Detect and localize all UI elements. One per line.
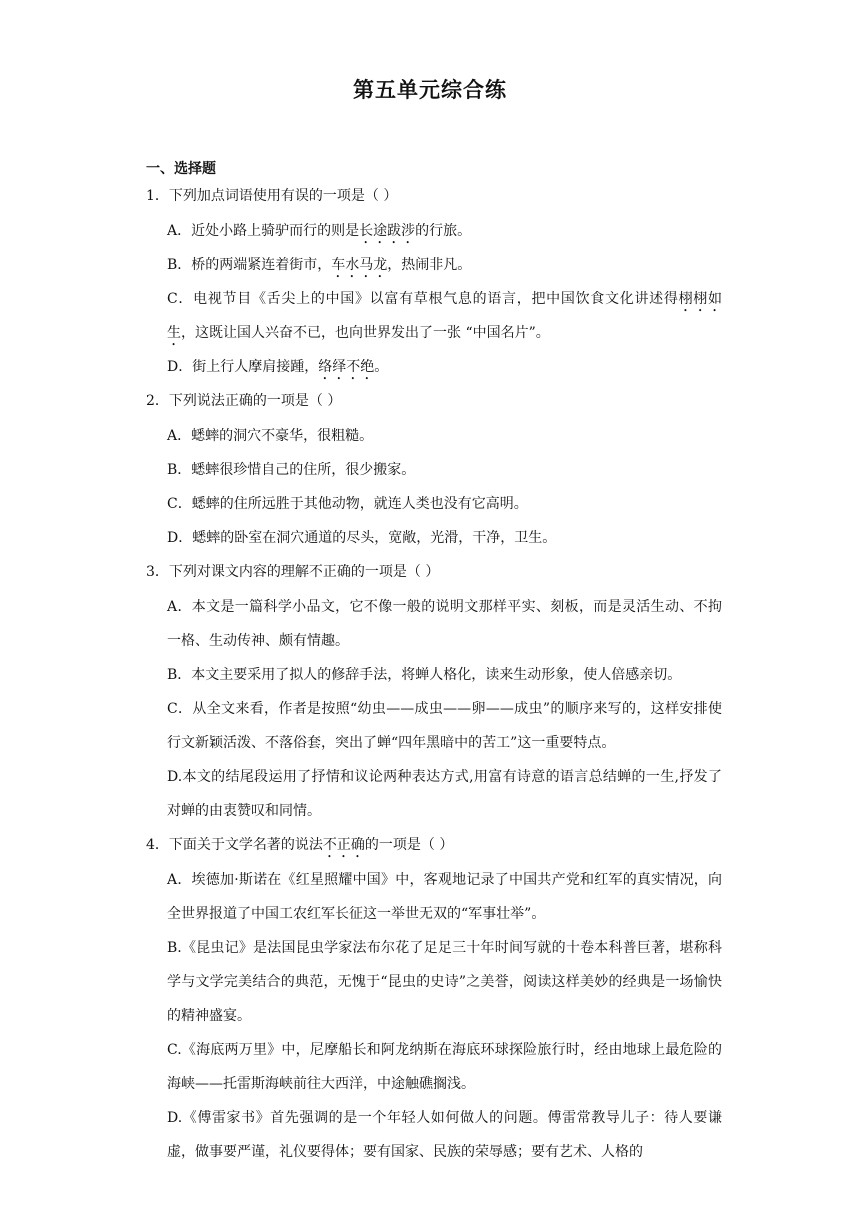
page-title: 第五单元综合练 (353, 78, 507, 102)
question-stem: 3．下列对课文内容的理解不正确的一项是（ ） (146, 564, 440, 580)
dotted-word: 不正确 (322, 837, 365, 853)
dotted-word: 车水马龙 (331, 257, 388, 273)
question-3 (146, 560, 722, 828)
option-a: A．近处小路上骑驴而行的则是长途跋涉的行旅。 (167, 223, 472, 239)
option-c: C.《海底两万里》中，尼摩船长和阿龙纳斯在海底环球探险旅行时，经由地球上最危险的海峡——托雷斯海峡前往大西洋，中途触礁搁浅。 (167, 1042, 722, 1092)
option-d: D.《傅雷家书》首先强调的是一个年轻人如何做人的问题。傅雷常教导儿子：待人要谦虚，做事要严谨，礼仪要得体；要有国家、民族的荣辱感；要有艺术、人格的 (167, 1110, 722, 1160)
dotted-word: 栩栩如生 (167, 291, 722, 341)
option-b: B．桥的两端紧连着街市，车水马龙，热闹非凡。 (167, 257, 472, 273)
option-a: A．蟋蟀的洞穴不豪华，很粗糙。 (167, 428, 374, 444)
question-stem: 2．下列说法正确的一项是（ ） (146, 393, 342, 409)
option-a: A．埃德加·斯诺在《红星照耀中国》中，客观地记录了中国共产党和红军的真实情况，向全世界报道了中国工农红军长征这一举世无双的“军事壮举”。 (167, 872, 722, 922)
option-c: C．蟋蟀的住所远胜于其他动物，就连人类也没有它高明。 (167, 496, 528, 512)
question-2 (146, 389, 722, 555)
question-list (146, 184, 722, 1169)
option-b: B.《昆虫记》是法国昆虫学家法布尔花了足足三十年时间写就的十卷本科普巨著，堪称科学与文学完美结合的典范，无愧于“昆虫的史诗”之美誉，阅读这样美妙的经典是一场愉快的精神盛宴。 (167, 940, 722, 1024)
question-4 (146, 833, 722, 1169)
option-b: B．本文主要采用了拟人的修辞手法，将蝉人格化，读来生动形象，使人倍感亲切。 (167, 667, 682, 683)
option-d: D．街上行人摩肩接踵，络绎不绝。 (167, 359, 389, 375)
question-stem: 1．下列加点词语使用有误的一项是（ ） (146, 188, 398, 204)
dotted-word: 长途跋涉 (359, 223, 416, 239)
section-heading: 一、选择题 (146, 161, 216, 177)
dotted-word: 络绎不绝 (318, 359, 375, 375)
option-b: B．蟋蟀很珍惜自己的住所，很少搬家。 (167, 462, 416, 478)
option-a: A．本文是一篇科学小品文，它不像一般的说明文那样平实、刻板，而是灵活生动、不拘一格、生动传神、颇有情趣。 (167, 599, 722, 649)
question-stem: 4．下面关于文学名著的说法不正确的一项是（ ） (146, 837, 454, 853)
option-d: D.本文的结尾段运用了抒情和议论两种表达方式,用富有诗意的语言总结蝉的一生,抒发了对蝉的由衷赞叹和同情。 (167, 769, 722, 819)
option-c: C．从全文来看，作者是按照“幼虫——成虫——卵——成虫”的顺序来写的，这样安排使行文新颖活泼、不落俗套，突出了蝉“四年黑暗中的苦工”这一重要特点。 (167, 701, 722, 751)
option-d: D．蟋蟀的卧室在洞穴通道的尽头，宽敞，光滑，干净，卫生。 (167, 530, 557, 546)
option-c: C．电视节目《舌尖上的中国》以富有草根气息的语言，把中国饮食文化讲述得栩栩如生，这既让国人兴奋不已，也向世界发出了一张 “中国名片”。 (167, 291, 722, 341)
question-1 (146, 184, 722, 384)
